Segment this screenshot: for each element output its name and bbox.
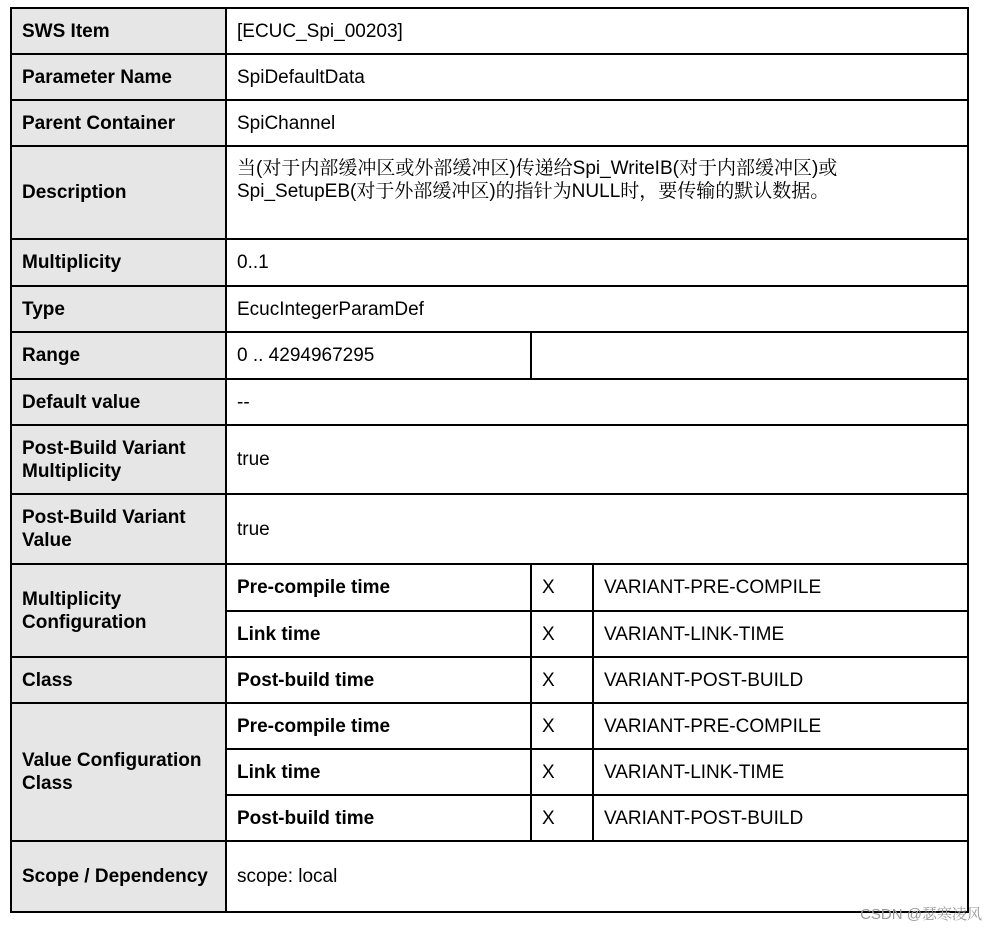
row-pb-multiplicity [11,425,968,494]
row-scope [11,841,968,912]
time: Pre-compile time [226,564,531,611]
variant: VARIANT-POST-BUILD [593,795,968,841]
label: Default value [11,379,226,425]
row-parameter-name [11,54,968,100]
mark: X [531,564,593,611]
value: true [226,494,968,564]
variant: VARIANT-LINK-TIME [593,611,968,657]
label: Scope / Dependency [11,841,226,912]
parameter-table [10,7,969,913]
label: Parent Container [11,100,226,146]
time: Link time [226,611,531,657]
label: Multiplicity Configuration [11,564,226,657]
variant: VARIANT-PRE-COMPILE [593,703,968,749]
variant: VARIANT-LINK-TIME [593,749,968,795]
time: Post-build time [226,657,531,703]
row-default-value [11,379,968,425]
label: Description [11,146,226,239]
row-sws-item [11,8,968,54]
time: Pre-compile time [226,703,531,749]
label: Class [11,657,226,703]
value: true [226,425,968,494]
time: Link time [226,749,531,795]
label: Parameter Name [11,54,226,100]
row-type [11,286,968,332]
value: scope: local [226,841,968,912]
row-parent-container [11,100,968,146]
mark: X [531,703,593,749]
mark: X [531,611,593,657]
value: SpiChannel [226,100,968,146]
label: Type [11,286,226,332]
value: 当(对于内部缓冲区或外部缓冲区)传递给Spi_WriteIB(对于内部缓冲区)或Spi_SetupEB(对于外部缓冲区)的指针为NULL时，要传输的默认数据。 [226,146,968,239]
range-extra [531,332,968,379]
label: Post-Build Variant Multiplicity [11,425,226,494]
mark: X [531,795,593,841]
row-description [11,146,968,239]
row-mult-config [11,564,968,611]
mark: X [531,657,593,703]
label: SWS Item [11,8,226,54]
mark: X [531,749,593,795]
label: Post-Build Variant Value [11,494,226,564]
variant: VARIANT-POST-BUILD [593,657,968,703]
value: 0..1 [226,239,968,286]
watermark: CSDN @瑟寒凌风 [860,906,982,923]
row-multiplicity [11,239,968,286]
value: -- [226,379,968,425]
label: Multiplicity [11,239,226,286]
row-value-config [11,703,968,749]
value: [ECUC_Spi_00203] [226,8,968,54]
label: Value Configuration Class [11,703,226,841]
time: Post-build time [226,795,531,841]
value: EcucIntegerParamDef [226,286,968,332]
label: Range [11,332,226,379]
variant: VARIANT-PRE-COMPILE [593,564,968,611]
row-range [11,332,968,379]
value: SpiDefaultData [226,54,968,100]
row-mult-config [11,657,968,703]
row-pb-value [11,494,968,564]
value: 0 .. 4294967295 [226,332,531,379]
